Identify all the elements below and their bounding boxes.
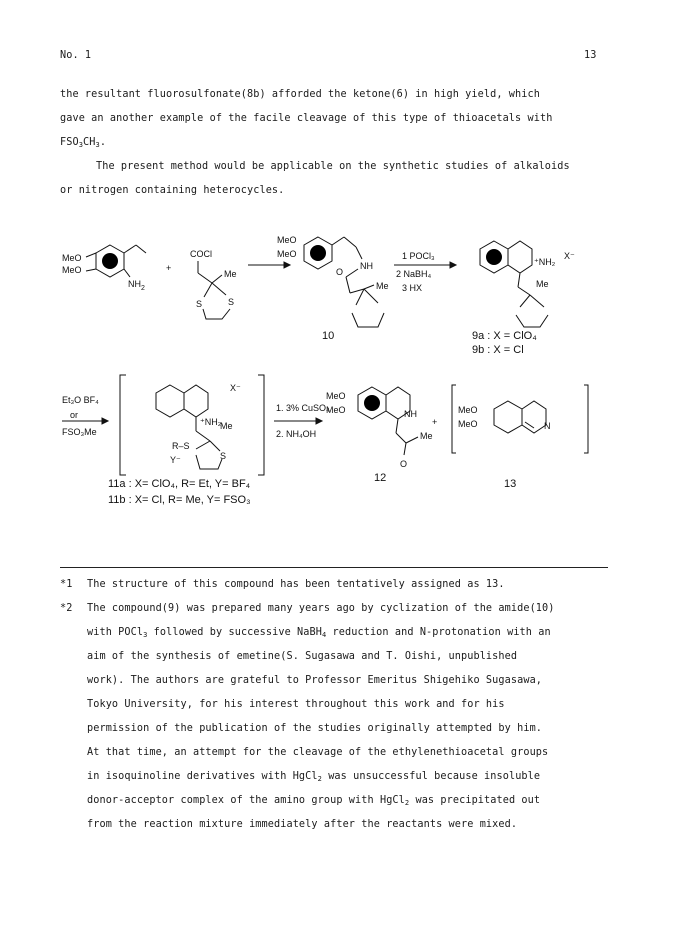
footnote-line: from the reaction mixture immediately after the reactants were mixed. [87, 819, 518, 830]
meo-label: MeO [62, 265, 82, 275]
ketone-structure-12 [326, 387, 433, 469]
me-label: Me [224, 269, 237, 279]
formula-part: . [99, 137, 107, 148]
compound-label-11a: 11a : X= ClO₄, R= Et, Y= BF₄ [108, 478, 251, 490]
footnote-line [87, 771, 540, 783]
condition-text: 1 POCl₃ [402, 251, 435, 261]
footnote-line: permission of the publication of the studies originally attempted by him. [87, 723, 543, 734]
subscript: 2 [141, 285, 145, 292]
body-line: The present method would be applicable on the synthetic studies of alkaloids [96, 161, 570, 172]
text-part: reduction and N-protonation with an [326, 627, 551, 638]
s-label: S [228, 297, 235, 307]
subscript: 2 [404, 799, 410, 807]
n-label: N [544, 421, 551, 431]
footnote-line [87, 627, 551, 639]
o-label: O [336, 267, 344, 277]
footnote-line: Tokyo University, for his interest throughout this work and for his [87, 699, 505, 710]
compound-label-9b: 9b : X = Cl [472, 344, 524, 356]
isoquinoline-structure-13 [458, 401, 551, 433]
meo-label: MeO [326, 391, 346, 401]
compound-label-12: 12 [374, 472, 387, 484]
body-line: gave an another example of the facile cleavage of this type of thioacetals with [60, 113, 553, 124]
nh-label: NH [360, 261, 373, 271]
s-label: S [196, 299, 203, 309]
text-part: followed by successive NaBH [147, 627, 322, 638]
counter-ion-label: X⁻ [230, 383, 241, 393]
condition-text: 3 HX [402, 283, 423, 293]
text-part: was precipitated out [409, 795, 541, 806]
nh2-label [128, 279, 145, 292]
o-label: O [400, 459, 408, 469]
reagent-text: or [70, 410, 79, 420]
salt-structure-9 [480, 241, 575, 327]
counter-ion-label: Y⁻ [170, 455, 181, 465]
footnote-line: work). The authors are grateful to Professor Emeritus Shigehiko Sugasawa, [87, 675, 543, 686]
reagent-text: Et₃O BF₄ [62, 395, 99, 405]
compound-label-10: 10 [322, 330, 335, 342]
reagent-text: FSO₃Me [62, 427, 97, 437]
sulfonium-label: R–S [172, 441, 190, 451]
nh2-plus-label: ⁺NH₂ [200, 417, 222, 427]
meo-label: MeO [458, 405, 478, 415]
text-part: in isoquinoline derivatives with HgCl [87, 771, 318, 782]
formula-part: CH [83, 137, 96, 148]
subscript: 2 [317, 775, 322, 783]
footnote-rule [60, 567, 608, 568]
footnote-mark: *1 [60, 579, 73, 590]
footnote-line: At that time, an attempt for the cleavage of the ethylenethioacetal groups [87, 747, 549, 758]
subscript: 3 [143, 631, 148, 639]
compound-label-11b: 11b : X= Cl, R= Me, Y= FSO₃ [108, 494, 251, 506]
body-line [60, 137, 106, 149]
meo-label: MeO [277, 249, 297, 259]
body-line: the resultant fluorosulfonate(8b) afforded the ketone(6) in high yield, which [60, 89, 540, 100]
body-line: or nitrogen containing heterocycles. [60, 185, 285, 196]
condition-text: 2. NH₄OH [276, 429, 317, 439]
amide-structure-10 [277, 235, 389, 327]
nh-label: NH [404, 409, 417, 419]
subscript: 3 [95, 141, 100, 149]
intermediate-structure-11 [156, 383, 241, 469]
meo-label: MeO [277, 235, 297, 245]
footnote-line: aim of the synthesis of emetine(S. Sugasawa and T. Oishi, unpublished [87, 651, 518, 662]
reaction-scheme [0, 215, 680, 515]
footnote-line [87, 795, 540, 807]
plus-sign: + [432, 417, 438, 427]
counter-ion-label: X⁻ [564, 251, 575, 261]
nh-text: NH [128, 279, 141, 289]
acid-chloride-structure [190, 249, 237, 319]
header-left: No. 1 [60, 50, 92, 61]
text-part: with POCl [87, 627, 144, 638]
amine-structure [62, 245, 146, 292]
me-label: Me [220, 421, 233, 431]
nh2-plus-label: ⁺NH₂ [534, 257, 556, 267]
condition-text: 2 NaBH₄ [396, 269, 432, 279]
meo-label: MeO [326, 405, 346, 415]
meo-label: MeO [62, 253, 82, 263]
compound-label-9a: 9a : X = ClO₄ [472, 330, 537, 342]
me-label: Me [536, 279, 549, 289]
me-label: Me [376, 281, 389, 291]
text-part: donor-acceptor complex of the amino group with HgCl [87, 795, 405, 806]
plus-sign: + [166, 263, 172, 273]
page-number: 13 [584, 50, 597, 61]
cocl-label: COCl [190, 249, 212, 259]
text-part: was unsuccessful because insoluble [321, 771, 541, 782]
condition-text: 1. 3% CuSO₄ [276, 403, 330, 413]
subscript: 3 [78, 141, 84, 149]
subscript: 4 [321, 631, 327, 639]
footnote-line: The structure of this compound has been tentatively assigned as 13. [87, 579, 505, 590]
compound-label-13: 13 [504, 478, 517, 490]
meo-label: MeO [458, 419, 478, 429]
formula-part: FSO [60, 137, 79, 148]
footnote-line: The compound(9) was prepared many years ago by cyclization of the amide(10) [87, 603, 555, 614]
footnote-mark: *2 [60, 603, 73, 614]
me-label: Me [420, 431, 433, 441]
s-label: S [220, 451, 227, 461]
